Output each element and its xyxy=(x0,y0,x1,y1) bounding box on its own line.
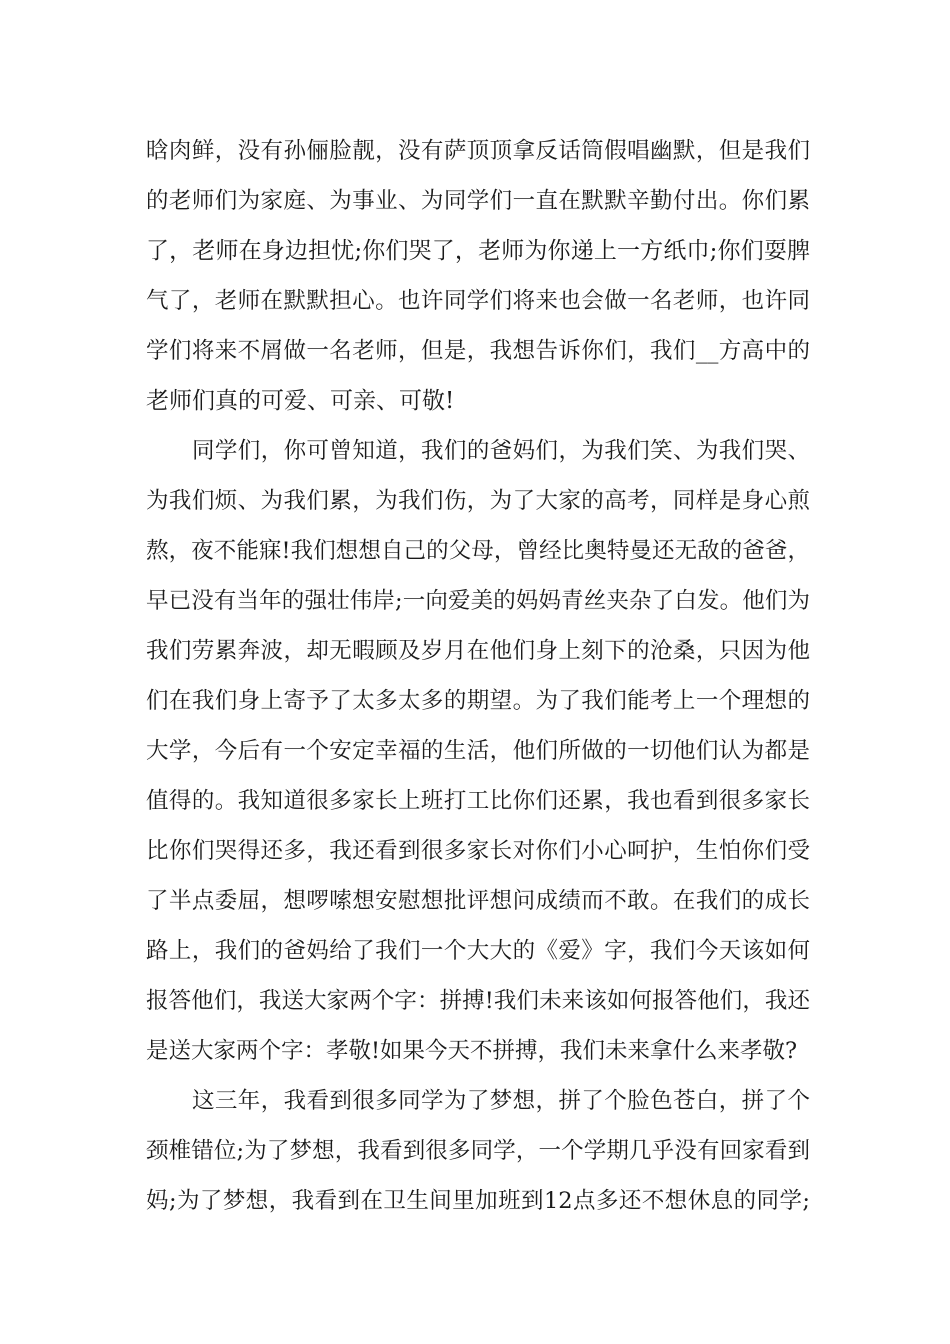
text-line: 为我们烦、为我们累，为我们伤，为了大家的高考，同样是身心煎 xyxy=(146,488,810,514)
text-line: 老师们真的可爱、可亲、可敬! xyxy=(146,388,455,414)
text-line: 同学们，你可曾知道，我们的爸妈们，为我们笑、为我们哭、 xyxy=(192,438,810,464)
text-line: 早已没有当年的强壮伟岸;一向爱美的妈妈青丝夹杂了白发。他们为 xyxy=(146,588,810,614)
text-line: 这三年，我看到很多同学为了梦想，拼了个脸色苍白，拼了个 xyxy=(192,1088,810,1114)
text-line: 颈椎错位;为了梦想，我看到很多同学，一个学期几乎没有回家看到 xyxy=(146,1138,810,1164)
text-line: 值得的。我知道很多家长上班打工比你们还累，我也看到很多家长 xyxy=(146,788,810,814)
document-body xyxy=(146,126,810,1226)
text-line: 气了，老师在默默担心。也许同学们将来也会做一名老师，也许同 xyxy=(146,288,810,314)
text-line: 路上，我们的爸妈给了我们一个大大的《爱》字，我们今天该如何 xyxy=(146,938,810,964)
text-line: 我们劳累奔波，却无暇顾及岁月在他们身上刻下的沧桑，只因为他 xyxy=(146,638,810,664)
paragraph-2 xyxy=(146,426,810,1076)
paragraph-1 xyxy=(146,126,810,426)
text-line: 了半点委屈，想啰嗦想安慰想批评想问成绩而不敢。在我们的成长 xyxy=(146,888,810,914)
text-line: 的老师们为家庭、为事业、为同学们一直在默默辛勤付出。你们累 xyxy=(146,188,810,214)
text-line: 了，老师在身边担忧;你们哭了，老师为你递上一方纸巾;你们耍脾 xyxy=(146,238,810,264)
text-line: 们在我们身上寄予了太多太多的期望。为了我们能考上一个理想的 xyxy=(146,688,810,714)
text-line: 晗肉鲜，没有孙俪脸靓，没有萨顶顶拿反话筒假唱幽默，但是我们 xyxy=(146,138,810,164)
text-line: 是送大家两个字：孝敬!如果今天不拼搏，我们未来拿什么来孝敬? xyxy=(146,1038,798,1064)
text-line: 报答他们，我送大家两个字：拼搏!我们未来该如何报答他们，我还 xyxy=(146,988,810,1014)
text-line: 大学，今后有一个安定幸福的生活，他们所做的一切他们认为都是 xyxy=(146,738,810,764)
text-line: 熬，夜不能寐!我们想想自己的父母，曾经比奥特曼还无敌的爸爸， xyxy=(146,538,810,564)
text-line: 比你们哭得还多，我还看到很多家长对你们小心呵护，生怕你们受 xyxy=(146,838,810,864)
paragraph-3 xyxy=(146,1076,810,1226)
text-line: 妈;为了梦想，我看到在卫生间里加班到12点多还不想休息的同学; xyxy=(146,1188,810,1214)
text-line: 学们将来不屑做一名老师，但是，我想告诉你们，我们__方高中的 xyxy=(146,338,810,364)
